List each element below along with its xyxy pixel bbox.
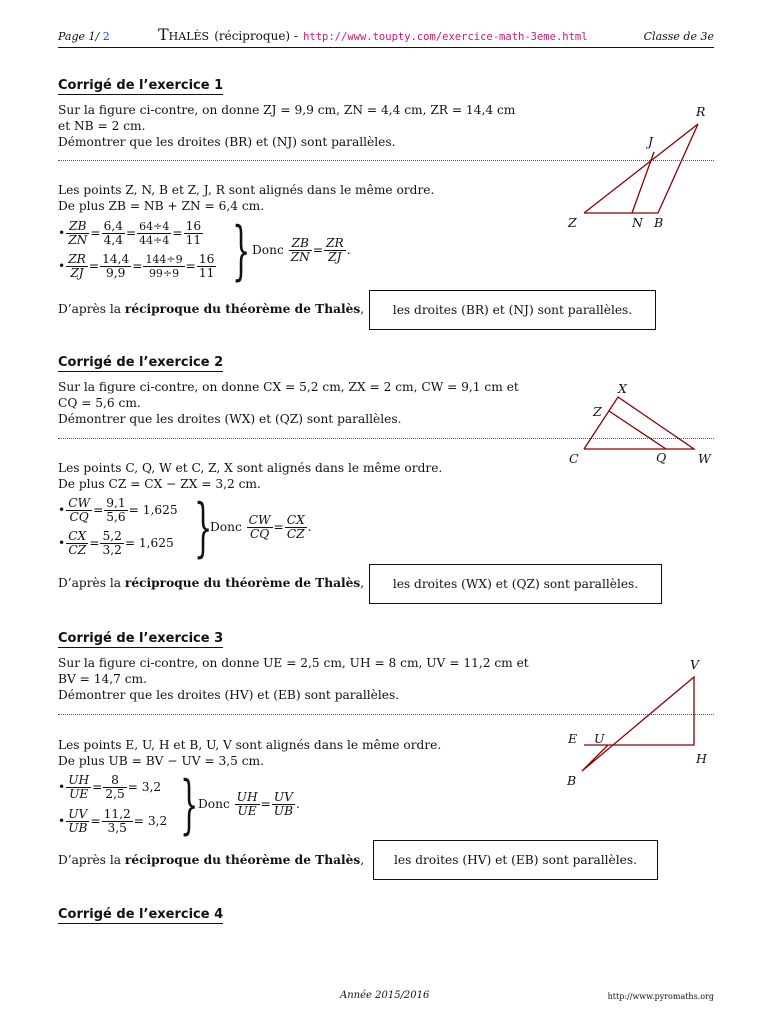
ex1-conclusion-equality: Donc $\frac{ZB}{ZN}$ = $\frac{ZR}{ZJ}$ . (252, 235, 351, 264)
ex1-label-r: R (696, 104, 706, 119)
ex3-statement-line-2: BV = 14,7 cm. (58, 672, 147, 686)
ex1-conclusion-text: D’après la réciproque du théorème de Thalès, (58, 302, 365, 316)
ex3-label-e: E (568, 731, 578, 746)
ex3-figure (560, 655, 730, 790)
ex3-ratio-row-1: • $\frac{UH}{UE}$ = $\frac{8}{2,5}$ = 3,2 (58, 772, 162, 801)
frac: $\frac{5,2}{3,2}$ (102, 528, 122, 557)
ex1-statement-line-2: et NB = 2 cm. (58, 119, 146, 133)
ex3-statement-line-1: Sur la figure ci-contre, on donne UE = 2,5 cm, UH = 8 cm, UV = 11,2 cm et (58, 656, 529, 670)
frac: $\frac{9,1}{5,6}$ (106, 495, 126, 524)
frac: $\frac{ZR}{ZJ}$ (68, 251, 86, 280)
ex1-statement-line-3: Démontrer que les droites (BR) et (NJ) sont parallèles. (58, 135, 396, 149)
ex2-brace: } (194, 491, 213, 565)
ex2-aligned-text: Les points C, Q, W et C, Z, X sont alignés dans le même ordre. (58, 461, 443, 475)
ex3-label-b: B (567, 773, 577, 788)
ex2-statement-line-1: Sur la figure ci-contre, on donne CX = 5,2 cm, ZX = 2 cm, CW = 9,1 cm et (58, 380, 519, 394)
ex2-conclusion-equality: Donc $\frac{CW}{CQ}$ = $\frac{CX}{CZ}$ . (210, 512, 312, 541)
frac: $\frac{16}{11}$ (185, 218, 202, 247)
ex2-figure (560, 378, 730, 468)
frac: $\frac{CX}{CZ}$ (68, 528, 87, 557)
frac: $\frac{6,4}{4,4}$ (103, 218, 123, 247)
exercise-3-title: Corrigé de l’exercice 3 (58, 631, 224, 646)
page-total-link[interactable]: 2 (102, 30, 110, 43)
ex1-aligned-text: Les points Z, N, B et Z, J, R sont alignés dans le même ordre. (58, 183, 435, 197)
ex1-label-n: N (632, 215, 643, 230)
exercise-2-title: Corrigé de l’exercice 2 (58, 355, 224, 370)
ex3-conclusion-equality: Donc $\frac{UH}{UE}$ = $\frac{UV}{UB}$ . (198, 789, 300, 818)
ex3-figure-lines (582, 677, 694, 771)
frac: $\frac{UV}{UB}$ (68, 806, 88, 835)
ex1-statement-line-1: Sur la figure ci-contre, on donne ZJ = 9,9 cm, ZN = 4,4 cm, ZR = 14,4 cm (58, 103, 516, 117)
frac: $\frac{UH}{UE}$ (236, 789, 258, 818)
class-label: Classe de 3e (643, 30, 714, 43)
ex2-result-box: les droites (WX) et (QZ) sont parallèles. (369, 564, 662, 604)
ex2-ratio-row-1: • $\frac{CW}{CQ}$ = $\frac{9,1}{5,6}$ = 1,625 (58, 495, 178, 524)
frac: $\frac{16}{11}$ (198, 251, 215, 280)
frac: $\frac{14,4}{9,9}$ (102, 251, 130, 280)
frac: $\frac{ZB}{ZN}$ (290, 235, 310, 264)
page-header (58, 22, 714, 48)
ex1-figure-lines (584, 124, 698, 213)
ex1-ratio-row-1: • $\frac{ZB}{ZN}$ = $\frac{6,4}{4,4}$ = $\frac{64\div 4}{44\div 4}$ = $\frac{16}{11}$ (58, 218, 202, 247)
footer-year: Année 2015/2016 (340, 990, 430, 1001)
ex3-label-u: U (594, 731, 605, 746)
ex1-figure (560, 100, 720, 240)
ex1-brace: } (232, 214, 251, 288)
ex2-ratio-row-2: • $\frac{CX}{CZ}$ = $\frac{5,2}{3,2}$ = 1,625 (58, 528, 174, 557)
exercise-4-title: Corrigé de l’exercice 4 (58, 907, 224, 922)
ex3-aligned-text: Les points E, U, H et B, U, V sont alignés dans le même ordre. (58, 738, 442, 752)
ex3-deduction-text: De plus UB = BV − UV = 3,5 cm. (58, 754, 264, 768)
frac: $\frac{CW}{CQ}$ (68, 495, 91, 524)
frac: $\frac{ZR}{ZJ}$ (326, 235, 344, 264)
ex2-label-q: Q (656, 450, 667, 465)
ex1-label-b: B (654, 215, 664, 230)
frac: $\frac{11,2}{3,5}$ (103, 806, 131, 835)
frac: $\frac{UH}{UE}$ (68, 772, 90, 801)
ex1-result-box: les droites (BR) et (NJ) sont parallèles. (369, 290, 656, 330)
exercise-1-title: Corrigé de l’exercice 1 (58, 78, 224, 93)
frac: $\frac{144\div 9}{99\div 9}$ (145, 252, 183, 280)
source-url-link[interactable]: http://www.toupty.com/exercice-math-3eme.html (303, 31, 588, 43)
ex1-ratio-row-2: • $\frac{ZR}{ZJ}$ = $\frac{14,4}{9,9}$ = $\frac{144\div 9}{99\div 9}$ = $\frac{16}{11}$ (58, 251, 215, 280)
ex3-brace: } (180, 768, 199, 842)
ex2-statement-line-2: CQ = 5,6 cm. (58, 396, 141, 410)
frac: $\frac{64\div 4}{44\div 4}$ (139, 219, 170, 247)
ex2-label-w: W (698, 451, 711, 466)
ex2-statement-line-3: Démontrer que les droites (WX) et (QZ) sont parallèles. (58, 412, 402, 426)
ex3-result-box: les droites (HV) et (EB) sont parallèles. (373, 840, 658, 880)
frac: $\frac{UV}{UB}$ (273, 789, 294, 818)
ex1-deduction-text: De plus ZB = NB + ZN = 6,4 cm. (58, 199, 265, 213)
ex2-label-z: Z (593, 404, 602, 419)
frac: $\frac{CX}{CZ}$ (286, 512, 305, 541)
ex1-label-z: Z (568, 215, 577, 230)
page-title: Thalès (réciproque) - http://www.toupty.com/exercice-math-3eme.html (158, 25, 588, 44)
page-number: Page 1/ 2 (58, 30, 110, 43)
ex2-conclusion-text: D’après la réciproque du théorème de Thalès, (58, 576, 365, 590)
frac: $\frac{CW}{CQ}$ (248, 512, 271, 541)
ex3-statement-line-3: Démontrer que les droites (HV) et (EB) sont parallèles. (58, 688, 400, 702)
header-rule (58, 47, 714, 48)
ex2-label-x: X (618, 381, 627, 396)
ex3-conclusion-text: D’après la réciproque du théorème de Thalès, (58, 853, 365, 867)
ex2-label-c: C (569, 451, 579, 466)
ex3-label-h: H (696, 751, 707, 766)
ex3-ratio-row-2: • $\frac{UV}{UB}$ = $\frac{11,2}{3,5}$ = 3,2 (58, 806, 168, 835)
ex2-deduction-text: De plus CZ = CX − ZX = 3,2 cm. (58, 477, 261, 491)
frac: $\frac{ZB}{ZN}$ (68, 218, 88, 247)
footer-site-link[interactable]: http://www.pyromaths.org (607, 992, 714, 1001)
frac: $\frac{8}{2,5}$ (105, 772, 125, 801)
ex3-label-v: V (690, 657, 700, 672)
ex1-label-j: J (648, 134, 654, 149)
